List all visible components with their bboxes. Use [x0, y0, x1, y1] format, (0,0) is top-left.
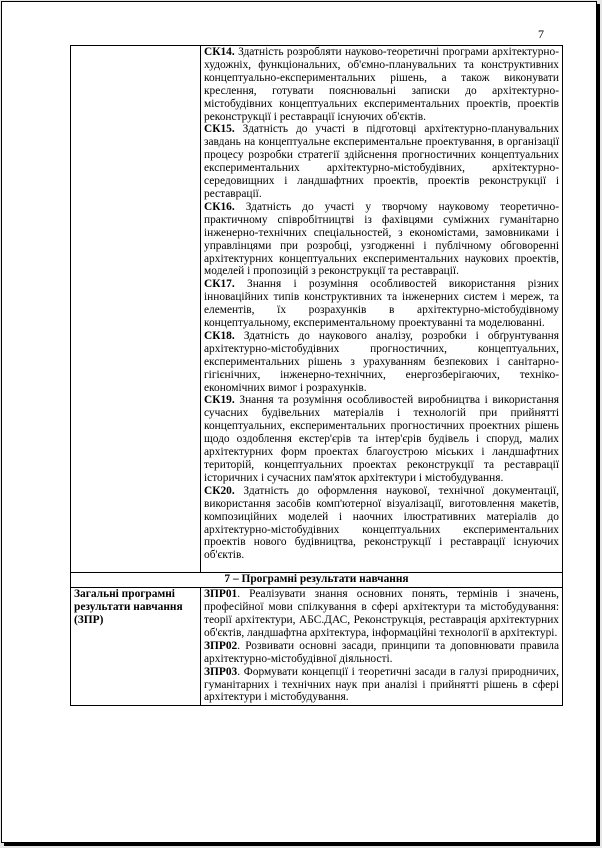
competency-text: Здатність розробляти науково-теоретичні програми архітектурно-художніх, функціональних, об'ємно-планувальних та конструктивних концептуально-експериментальних рішень, а також виконувати креслення, готувати пояснювальні записки до архітектурно-містобудівних концептуальних експериментальних проектів, проектів реконструкції і реставрації існуючих об'єктів. [204, 46, 559, 123]
empty-label-cell [71, 46, 201, 573]
competency-item [204, 201, 559, 278]
result-item [204, 640, 559, 666]
label-line: (ЗПР) [74, 613, 104, 626]
result-code: ЗПР02 [204, 639, 238, 652]
result-code: ЗПР03 [204, 665, 238, 678]
competency-item [204, 46, 559, 123]
result-item [204, 666, 559, 705]
general-results-label [71, 588, 201, 706]
result-text: . Формувати концепції і теоретичні засади в галузі природничих, гуманітарних і технічних наук при аналізі і прийнятті рішень в сфері архітектури і містобудування. [204, 665, 559, 704]
competency-item [204, 123, 559, 200]
competency-code: СК17. [204, 278, 235, 291]
competency-code: СК15. [204, 123, 235, 136]
page-number: 7 [538, 27, 544, 41]
competency-text: Знання і розуміння особливостей використання різних інноваційних типів конструктивних та інженерних систем і мереж, та елементів, їх розрахунків в архітектурно-містобудівному концептуальному, експериментальному проектуванні та моделюванні. [204, 278, 559, 330]
result-item [204, 588, 559, 640]
section-title: 7 – Програмні результати навчання [71, 573, 563, 588]
competency-code: СК19. [204, 394, 235, 407]
competency-text: Знання та розуміння особливостей виробництва і використання сучасних будівельних матеріалів і технологій при прийнятті концептуальних, експериментальних прогностичних проектних рішень щодо оздоблення екстер'єрів та інтер'єрів будівель і споруд, малих архітектурних форм проектах благоустрою міських і ландшафтних територій, концептуальних проектах реконструкції та реставрації історичних і сучасних пам'яток архітектури і містобудування. [204, 394, 559, 484]
label-line: Загальні програмні [74, 588, 175, 601]
result-text: . Реалізувати знання основних понять, термінів і значень, професійної мови спілкування в сфері архітектури та містобудування: теорії архітектури, АБС.ДАС, Реконструкція, реставрація архітектурних об'єктів, ландшафтна архітектура, інформаційні технології в архітектурі. [204, 588, 559, 639]
competency-code: СК16. [204, 200, 235, 213]
results-cell [201, 588, 563, 706]
competency-code: СК20. [204, 484, 235, 497]
result-code: ЗПР01 [204, 588, 238, 601]
competency-text: Здатність до участі у творчому науковому теоретично-практичному співробітництві із фахівцями суміжних гуманітарно інженерно-технічних спеціальностей, з економістами, замовниками і управлінцями при розробці, узгодженні і публічному обговоренні архітектурних концептуальних експериментальних наукових проектів, моделей і пропозицій з реконструкції та реставрації. [204, 200, 559, 278]
competency-text: Здатність до оформлення наукової, технічної документації, використання засобів комп'ютерної візуалізації, виготовлення макетів, композиційних моделей і наочних ілюстративних матеріалів до архітектурно-містобудівних концептуальних експериментальних проектів нового будівництва, реконструкції і реставрації існуючих об'єктів. [204, 484, 559, 562]
competency-code: СК14. [204, 46, 235, 58]
competency-item [204, 278, 559, 330]
competency-item [204, 394, 559, 484]
competencies-cell [201, 46, 563, 573]
label-line: результати навчання [74, 601, 183, 614]
competency-item [204, 330, 559, 395]
competency-item [204, 485, 559, 562]
competency-text: Здатність до участі в підготовці архітектурно-планувальних завдань на концептуальне експериментальне проектування, в організації процесу розробки стратегії здійснення прогностичних концептуальних експериментальних архітектурно-містобудівних, архітектурно-середовищних і ландшафтних проектів, проектів реконструкції і реставрації. [204, 123, 559, 200]
competency-code: СК18. [204, 329, 235, 342]
competency-text: Здатність до наукового аналізу, розробки і обґрунтування архітектурно-містобудівних прогностичних, концептуальних, експериментальних рішень з урахуванням безпекових і санітарно-гігієнічних, інженерно-технічних, енергозберігаючих, техніко-економічних вимог і розрахунків. [204, 329, 559, 394]
competencies-row [71, 46, 563, 573]
document-page [1, 1, 597, 843]
competencies-table [70, 45, 563, 706]
result-text: . Розвивати основні засади, принципи та доповнювати правила архітектурно-містобудівної діяльності. [204, 639, 559, 665]
section-header-row [71, 573, 563, 588]
results-row [71, 588, 563, 706]
